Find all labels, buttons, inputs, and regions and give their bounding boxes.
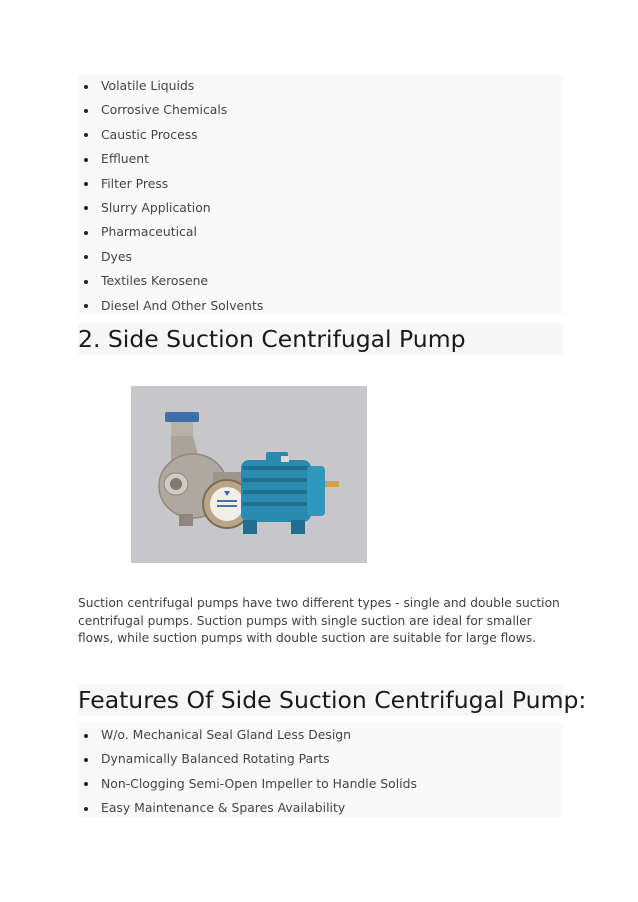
applications-list-box: [78, 74, 563, 315]
list-item: Caustic Process: [78, 123, 563, 147]
list-item: Filter Press: [78, 172, 563, 196]
list-item: Corrosive Chemicals: [78, 98, 563, 122]
section-title: 2. Side Suction Centrifugal Pump: [78, 325, 466, 353]
applications-list: [78, 74, 563, 318]
features-list-box: [78, 723, 563, 817]
pump-illustration: [131, 386, 367, 563]
shaft: [325, 481, 339, 487]
list-item: W/o. Mechanical Seal Gland Less Design: [78, 723, 563, 747]
list-item: Dynamically Balanced Rotating Parts: [78, 747, 563, 771]
list-item: Textiles Kerosene: [78, 269, 563, 293]
section-heading-bar: [78, 323, 563, 355]
description-block: [78, 595, 563, 655]
pump-photo: [131, 386, 367, 563]
list-item: Dyes: [78, 245, 563, 269]
list-item: Non-Clogging Semi-Open Impeller to Handle Solids: [78, 772, 563, 796]
list-item: Volatile Liquids: [78, 74, 563, 98]
features-title: Features Of Side Suction Centrifugal Pump:: [78, 686, 587, 714]
list-item: Pharmaceutical: [78, 220, 563, 244]
inlet-flange: [165, 412, 199, 422]
list-item: Easy Maintenance & Spares Availability: [78, 796, 563, 820]
list-item: Effluent: [78, 147, 563, 171]
features-list: [78, 723, 563, 821]
list-item: Diesel And Other Solvents: [78, 294, 563, 318]
description-paragraph: Suction centrifugal pumps have two different types - single and double suction centrifugal pumps. Suction pumps with single suction are ideal for smaller flows, while suction pumps with double suction are suitable for large flows.: [78, 596, 560, 645]
features-heading-bar: [78, 684, 587, 716]
list-item: Slurry Application: [78, 196, 563, 220]
